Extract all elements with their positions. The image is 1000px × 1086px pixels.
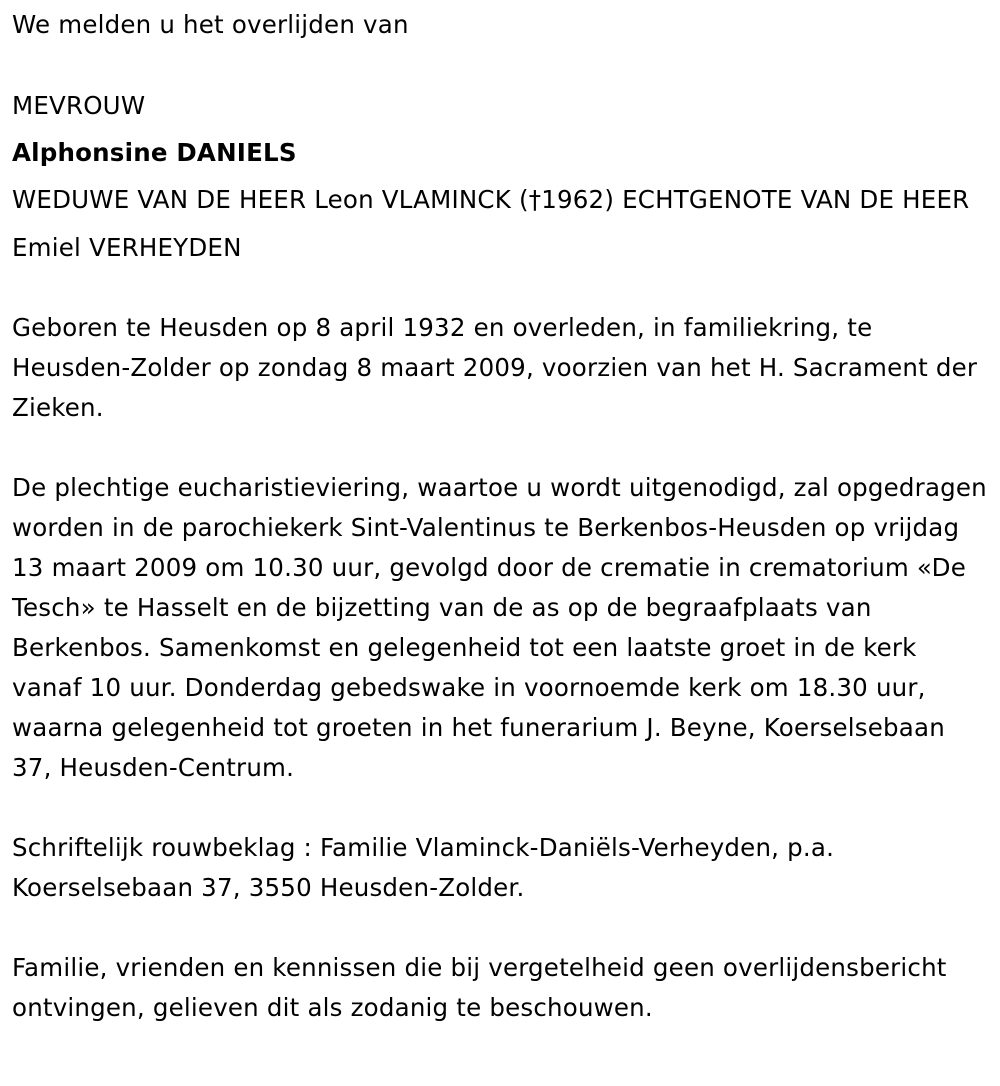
closing-paragraph: Familie, vrienden en kennissen die bij vergetelheid geen overlijdensbericht ontvingen, gelieven dit als zodanig te beschouwen. (12, 953, 947, 1022)
honorific-title: MEVROUW (12, 91, 146, 120)
husband-name: Emiel VERHEYDEN (12, 233, 242, 262)
intro-line: We melden u het overlijden van (12, 10, 409, 39)
widow-prefix: WEDUWE VAN DE HEER Leon VLAMINCK ( (12, 185, 529, 214)
widow-line (12, 180, 992, 220)
service-paragraph: De plechtige eucharistieviering, waartoe u wordt uitgenodigd, zal opgedragen worden in de parochiekerk Sint-Valentinus te Berkenbos-Heusden op vrijdag 13 maart 2009 om 10.30 uur, gevolgd door de crematie in crematorium «De Tesch» te Hasselt en de bijzetting van de as op de begraafplaats van Berkenbos. Samenkomst en gelegenheid tot een laatste groet in de kerk vanaf 10 uur. Donderdag gebedswake in voornoemde kerk om 18.30 uur, waarna gelegenheid tot groeten in het funerarium J. Beyne, Koerselsebaan 37, Heusden-Centrum. (12, 473, 987, 782)
death-notice (12, 0, 992, 1028)
birth-death-paragraph: Geboren te Heusden op 8 april 1932 en overleden, in familiekring, te Heusden-Zolder op zondag 8 maart 2009, voorzien van het H. Sacrament der Zieken. (12, 313, 978, 422)
widow-suffix: 1962) ECHTGENOTE VAN DE HEER (541, 185, 970, 214)
deceased-name: Alphonsine DANIELS (12, 138, 297, 167)
cross-icon: † (528, 185, 542, 214)
condolence-address-paragraph: Schriftelijk rouwbeklag : Familie Vlaminck-Daniëls-Verheyden, p.a. Koerselsebaan 37, 3550 Heusden-Zolder. (12, 833, 835, 902)
